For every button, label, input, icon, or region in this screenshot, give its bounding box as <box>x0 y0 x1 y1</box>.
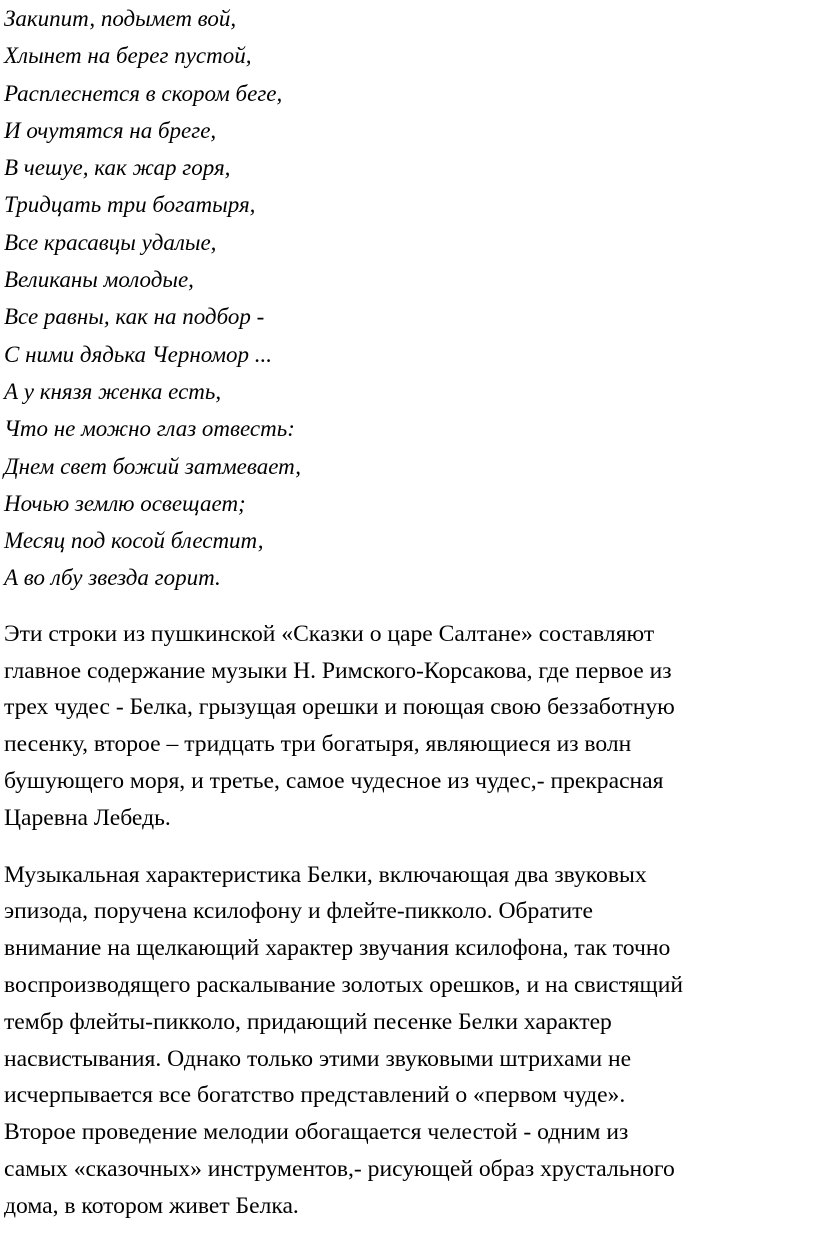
poem-line: Все равны, как на подбор - <box>4 304 265 330</box>
poem-line: Что не можно глаз отвесть: <box>4 416 295 442</box>
intro-paragraph: Эти строки из пушкинской «Сказки о царе Салтане» составляют главное содержание музыки Н. Римского-Корсакова, где первое из трех чудес - Белка, грызущая орешки и поющая свою беззаботную песенку, второе – тридцать три богатыря, являющиеся из волн бушующего моря, и третье, самое чудесное из чудес,- прекрасная Царевна Лебедь. <box>4 620 675 831</box>
poem-line: С ними дядька Черномор ... <box>4 341 273 367</box>
poem-line: Все красавцы удалые, <box>4 229 217 255</box>
poem-excerpt <box>4 0 812 597</box>
poem-line: И очутятся на бреге, <box>4 117 217 143</box>
poem-line: Расплеснется в скором беге, <box>4 80 283 106</box>
poem-line: А у князя женка есть, <box>4 378 222 404</box>
poem-line: Великаны молодые, <box>4 267 194 293</box>
poem-line: Тридцать три богатыря, <box>4 192 256 218</box>
poem-line: Днем свет божий затмевает, <box>4 453 302 479</box>
poem-line: А во лбу звезда горит. <box>4 565 221 591</box>
poem-line: Хлынет на берег пустой, <box>4 43 252 69</box>
document-page <box>4 0 812 1225</box>
poem-line: Ночью землю освещает; <box>4 490 246 516</box>
poem-line: Закипит, подымет вой, <box>4 6 237 31</box>
poem-line: В чешуе, как жар горя, <box>4 155 231 181</box>
poem-line: Месяц под косой блестит, <box>4 528 264 554</box>
squirrel-paragraph: Музыкальная характеристика Белки, включающая два звуковых эпизода, поручена ксилофону и флейте-пикколо. Обратите внимание на щелкающий характер звучания ксилофона, так точно воспроизводящего раскалывание золотых орешков, и на свистящий тембр флейты-пикколо, придающий песенке Белки характер насвистывания. Однако только этими звуковыми штрихами не исчерпывается все богатство представлений о «первом чуде». Второе проведение мелодии обогащается челестой - одним из самых «сказочных» инструментов,- рисующей образ хрустального дома, в котором живет Белка. <box>4 861 683 1219</box>
